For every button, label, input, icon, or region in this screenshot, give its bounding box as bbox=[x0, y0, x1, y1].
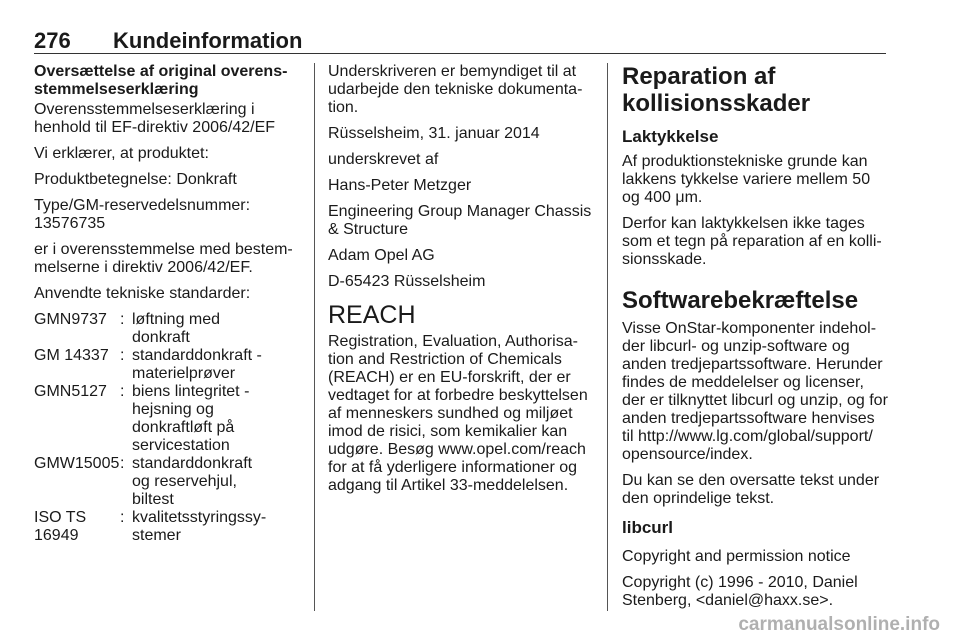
standard-description: standarddonkraft og reservehjul, biltest bbox=[132, 455, 253, 508]
standard-code: GMN5127 bbox=[34, 383, 107, 400]
paragraph: Engineering Group Manager Chassis & Structure bbox=[328, 203, 592, 238]
separator: : bbox=[120, 455, 125, 472]
standard-code: GMN9737 bbox=[34, 311, 107, 328]
table-row bbox=[34, 455, 300, 509]
paragraph: Anvendte tekniske standarder: bbox=[34, 285, 251, 302]
paragraph: underskrevet af bbox=[328, 151, 439, 168]
paragraph: Adam Opel AG bbox=[328, 247, 435, 264]
column-divider bbox=[607, 63, 608, 611]
section-heading-repair: Reparation af kollisionsskader bbox=[622, 63, 811, 117]
standard-description: standarddonkraft - materielprøver bbox=[132, 347, 262, 382]
paragraph: Derfor kan laktykkelsen ikke tages som et tegn på reparation af en kolli- sionsskade. bbox=[622, 215, 882, 268]
table-row bbox=[34, 383, 300, 455]
standard-code: ISO TS 16949 bbox=[34, 509, 87, 544]
paragraph: Copyright (c) 1996 - 2010, Daniel Stenberg, <daniel@haxx.se>. bbox=[622, 574, 858, 609]
table-row bbox=[34, 311, 300, 347]
subheading-paint-thickness: Laktykkelse bbox=[622, 127, 719, 146]
section-heading-declaration: Oversættelse af original overens- stemmelseserklæring bbox=[34, 63, 288, 98]
standard-description: løftning med donkraft bbox=[132, 311, 221, 346]
paragraph: Rüsselsheim, 31. januar 2014 bbox=[328, 125, 540, 142]
paragraph: Underskriveren er bemyndiget til at udarbejde den tekniske dokumenta- tion. bbox=[328, 63, 583, 116]
paragraph: D-65423 Rüsselsheim bbox=[328, 273, 486, 290]
paragraph: Produktbetegnelse: Donkraft bbox=[34, 171, 237, 188]
paragraph: er i overensstemmelse med bestem- melserne i direktiv 2006/42/EF. bbox=[34, 241, 293, 276]
standards-table bbox=[34, 311, 300, 545]
watermark: carmanualsonline.info bbox=[738, 614, 940, 635]
section-heading-software: Softwarebekræftelse bbox=[622, 287, 859, 314]
column-left bbox=[34, 63, 300, 545]
paragraph: Overensstemmelseserklæring i henhold til EF-direktiv 2006/42/EF bbox=[34, 101, 276, 136]
paragraph: Hans-Peter Metzger bbox=[328, 177, 472, 194]
paragraph: Visse OnStar-komponenter indehol- der libcurl- og unzip-software og anden tredjepartssoftware. Herunder findes de meddelelser og licenser, der er tilknyttet libcurl og unzip, og for anden tredjepartssoftware henvises til http://www.lg.com/global/support/ opensource/index. bbox=[622, 320, 888, 463]
subheading-libcurl: libcurl bbox=[622, 518, 674, 537]
paragraph: Du kan se den oversatte tekst under den oprindelige tekst. bbox=[622, 472, 880, 507]
paragraph: Af produktionstekniske grunde kan lakkens tykkelse variere mellem 50 og 400 μm. bbox=[622, 153, 871, 206]
standard-code: GMW15005 bbox=[34, 455, 120, 472]
separator: : bbox=[120, 509, 125, 526]
paragraph: Type/GM-reservedelsnummer: 13576735 bbox=[34, 197, 251, 232]
header-divider bbox=[34, 53, 886, 54]
standard-code: GM 14337 bbox=[34, 347, 109, 364]
section-heading-reach: REACH bbox=[328, 301, 416, 329]
column-divider bbox=[314, 63, 315, 611]
separator: : bbox=[120, 383, 125, 400]
paragraph: Vi erklærer, at produktet: bbox=[34, 145, 209, 162]
paragraph: Copyright and permission notice bbox=[622, 548, 851, 565]
standard-description: biens lintegritet - hejsning og donkraftløft på servicestation bbox=[132, 383, 250, 454]
standard-description: kvalitetsstyringssy- stemer bbox=[132, 509, 267, 544]
table-row bbox=[34, 509, 300, 545]
separator: : bbox=[120, 311, 125, 328]
table-row bbox=[34, 347, 300, 383]
paragraph: Registration, Evaluation, Authorisa- tion and Restriction of Chemicals (REACH) er en EU-forskrift, der er vedtaget for at forbedre beskyttelsen af menneskers sundhed og miljøet imod de risici, som kemikalier kan udgøre. Besøg www.opel.com/reach for at få yderligere informationer og adgang til Artikel 33-meddelelsen. bbox=[328, 333, 588, 494]
column-right bbox=[622, 63, 888, 618]
separator: : bbox=[120, 347, 125, 364]
page-number: 276 bbox=[34, 28, 71, 53]
page-header bbox=[34, 28, 884, 54]
column-middle bbox=[328, 63, 593, 503]
page-title: Kundeinformation bbox=[113, 28, 303, 53]
